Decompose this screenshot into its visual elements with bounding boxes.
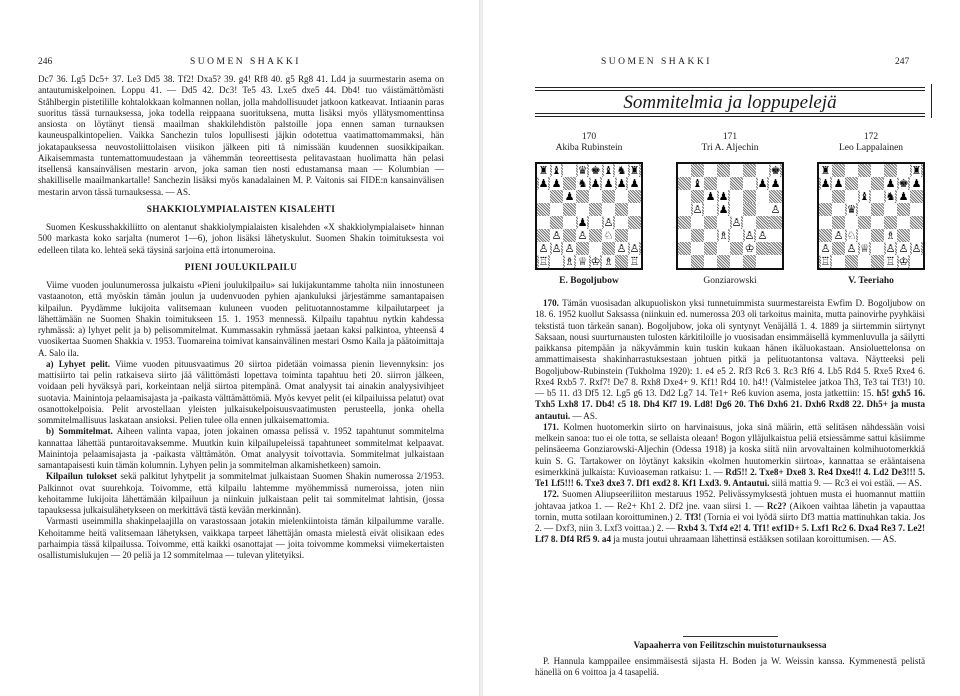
board-square: [769, 229, 782, 242]
board-square: [910, 255, 923, 268]
board-square: [615, 164, 628, 177]
chess-piece-icon: ♟: [911, 177, 922, 190]
board-square: [756, 203, 769, 216]
chess-piece-icon: ♟: [885, 177, 896, 190]
board-square: [602, 216, 615, 229]
chess-piece-icon: ♙: [692, 203, 703, 216]
board-square: [897, 164, 910, 177]
section-heading: PIENI JOULUKILPAILU: [184, 262, 298, 273]
board-square: [832, 177, 845, 190]
section-title: Sommitelmia ja loppupelejä: [623, 92, 837, 113]
right-page: [483, 0, 960, 696]
paragraph: Viime vuoden joulunumerossa julkaistu «Pieni joulukilpailu» sai lukijakuntamme taholta niin innostuneen vastaanoton, että myöskin tämän joulun ja uudenvuoden pyhien ajankuluksi järjestämme samantapaisen kilpailun. Pyydämme lukijoita valitsemaan kuluneen vuoden pelituotannostamme kilpailutarpeet ja lähettämään ne Suomen Shakin toimitukseen 15. 1. 1953 mennessä. Kilpailu tapahtuu nytkin kahdessa ryhmässä: a) lyhyet pelit ja b) pelisommitelmat. Kummassakin ryhmässä jaetaan kaksi palkintoa, yhteensä 4 vuosikertaa Suomen Shakkia v. 1953. Tuomareina toimivat kansainvälinen mestari Osmo Kaila ja päätoimittaja A. Salo ila.: [38, 280, 444, 358]
board-square: [897, 255, 910, 268]
board-square: [717, 255, 730, 268]
board-square: [717, 229, 730, 242]
board-square: [769, 216, 782, 229]
board-square: [819, 190, 832, 203]
chess-piece-icon: ♜: [538, 164, 549, 177]
board-square: [615, 242, 628, 255]
board-square: [628, 255, 641, 268]
board-square: [537, 255, 550, 268]
page-number-left: 246: [38, 57, 53, 67]
board-square: [691, 177, 704, 190]
diagram-composer: Tri A. Aljechin: [701, 143, 759, 153]
board-square: [832, 242, 845, 255]
board-square: [743, 229, 756, 242]
chess-piece-icon: ♙: [911, 242, 922, 255]
diagram-caption: [815, 132, 927, 153]
board-square: [615, 203, 628, 216]
board-square: [858, 203, 871, 216]
board-square: [769, 242, 782, 255]
board-square: [602, 203, 615, 216]
chess-piece-icon: ♗: [564, 255, 575, 268]
board-square: [550, 177, 563, 190]
board-square: [858, 255, 871, 268]
board-square: [615, 216, 628, 229]
board-square: [615, 229, 628, 242]
paragraph: Suomen Keskusshakkiliitto on alentanut shakkiolympialaisten kisalehden «X shakkiolympialaiset» hinnan 500 markasta koko sarjalta (numerot 1—6), johon lisäksi lähetyskulut. Suomen Shakin toimituksesta voi edelleen tilata ko. lehteä sekä täysinä sarjoina että irtonumeroina.: [38, 222, 444, 255]
board-square: [858, 164, 871, 177]
board-square: [678, 255, 691, 268]
board-square: [845, 203, 858, 216]
board-square: [704, 216, 717, 229]
board-square: [602, 190, 615, 203]
chess-piece-icon: ♙: [846, 242, 857, 255]
chess-piece-icon: ♙: [898, 242, 909, 255]
board-square: [897, 190, 910, 203]
board-square: [704, 164, 717, 177]
board-square: [897, 203, 910, 216]
chess-board: [817, 162, 925, 270]
diagram-number: 170: [581, 132, 597, 142]
board-square: [717, 190, 730, 203]
board-square: [897, 229, 910, 242]
board-square: [858, 177, 871, 190]
board-square: [756, 164, 769, 177]
board-square: [563, 190, 576, 203]
board-square: [897, 177, 910, 190]
chess-piece-icon: ♕: [577, 255, 588, 268]
board-square: [563, 242, 576, 255]
board-square: [730, 216, 743, 229]
board-square: [704, 190, 717, 203]
board-square: [537, 216, 550, 229]
left-body-text: [38, 74, 444, 561]
board-square: [910, 242, 923, 255]
board-square: [704, 203, 717, 216]
chess-piece-icon: ♟: [590, 177, 601, 190]
board-square: [743, 164, 756, 177]
chess-piece-icon: ♝: [859, 190, 870, 203]
board-square: [769, 164, 782, 177]
board-square: [871, 177, 884, 190]
board-square: [550, 164, 563, 177]
board-square: [884, 255, 897, 268]
board-square: [897, 242, 910, 255]
board-square: [628, 190, 641, 203]
section-heading: SHAKKIOLYMPIALAISTEN KISALEHTI: [146, 204, 336, 215]
board-square: [819, 203, 832, 216]
board-square: [730, 203, 743, 216]
chess-piece-icon: ♛: [577, 164, 588, 177]
chess-piece-icon: ♟: [833, 177, 844, 190]
board-square: [743, 203, 756, 216]
running-head-right: SUOMEN SHAKKI: [601, 57, 712, 67]
paragraph: 172. Suomen Aliupseeriliiton mestaruus 1952. Pelivässymyksestä johtuen musta ei huomannut mattiin johtavaa jatkoa 1. — Re2+ Kh1 2. Df2 jne. vaan siirsi 1. — Rc2? (Aikoen vaihtaa lähetin ja vapauttaa tornin, mutta sotilaan koroittuminen.) 2. Tf3! (Tornia ei voi lyödä siirto Df3 mattia mattinuhkan takia. Jos 2. — Dxf3, niin 3. Lxf3 voittaa.) 2. — Rxb4 3. Txf4 e2! 4. Tf1! exf1D+ 5. Lxf1 Rc2 6. Dxa4 Re3 7. Le2! Lf7 8. Df4 Rf5 9. a4 ja musta joutui uhraamaan lähettinsä estääksen sotilaan koroittumisen. — AS.: [535, 489, 925, 545]
board-square: [589, 164, 602, 177]
board-square: [832, 229, 845, 242]
board-square: [884, 242, 897, 255]
board-square: [678, 190, 691, 203]
board-square: [602, 177, 615, 190]
chess-piece-icon: ♙: [744, 229, 755, 242]
board-square: [704, 177, 717, 190]
diagram-composer: Leo Lappalainen: [838, 143, 904, 153]
diagram-player: V. Teeriaho: [848, 276, 894, 286]
board-square: [819, 164, 832, 177]
board-square: [730, 242, 743, 255]
board-square: [717, 203, 730, 216]
chess-piece-icon: ♟: [705, 190, 716, 203]
board-square: [743, 177, 756, 190]
board-square: [884, 190, 897, 203]
chess-board: [676, 162, 784, 270]
board-square: [576, 216, 589, 229]
board-square: [615, 190, 628, 203]
board-square: [589, 242, 602, 255]
running-head-left: SUOMEN SHAKKI: [190, 57, 301, 67]
board-square: [537, 177, 550, 190]
board-square: [871, 190, 884, 203]
board-square: [819, 242, 832, 255]
chess-board: [535, 162, 643, 270]
chess-piece-icon: ♕: [859, 242, 870, 255]
board-square: [756, 255, 769, 268]
board-square: [743, 216, 756, 229]
board-square: [691, 190, 704, 203]
board-square: [730, 229, 743, 242]
separator-rule: [683, 636, 778, 637]
chess-piece-icon: ♟: [538, 177, 549, 190]
board-square: [563, 164, 576, 177]
paragraph: a) Lyhyet pelit. Viime vuoden pituusvaatimus 20 siirtoa pidetään voimassa pienin lievennyksin: jos mattisiirto tai pelin ratkaiseva siirto jää välittömästi lopettava toiminta tapahtuu heti 20. siirron jälkeen, voidaan peli hyväksyä pari, korkeintaan neljä siirtoa pitempänä. Omat analyysit tai ainakin analyysivihjeet suotavia. Mainintoja pelaamisajasta ja -paikasta välttämättömiä. Myös kevyet pelit (ei kilpailuissa pelatut) ovat osanottokelpoisia. Pelit arvostellaan yleisten julkaisukelpoisuusvaatimusten perusteella, jonka ohella sommitelmallisuus laskataan ansioksi. Pelien tulee olla ennen julkaisemattomia.: [38, 358, 444, 425]
chess-piece-icon: ♘: [603, 229, 614, 242]
board-square: [845, 229, 858, 242]
board-square: [550, 229, 563, 242]
diagram-caption: [533, 132, 645, 153]
board-square: [678, 229, 691, 242]
board-square: [910, 229, 923, 242]
board-square: [576, 190, 589, 203]
diagram-number: 171: [722, 132, 738, 142]
diagram-player: E. Bogoljubow: [559, 276, 619, 286]
chess-piece-icon: ♟: [718, 190, 729, 203]
board-square: [884, 229, 897, 242]
board-square: [845, 177, 858, 190]
board-square: [858, 216, 871, 229]
board-square: [871, 255, 884, 268]
board-square: [717, 216, 730, 229]
board-square: [845, 242, 858, 255]
chess-piece-icon: ♙: [770, 203, 781, 216]
board-square: [832, 203, 845, 216]
chess-piece-icon: ♝: [692, 177, 703, 190]
chess-piece-icon: ♟: [757, 177, 768, 190]
chess-piece-icon: ♟: [616, 177, 627, 190]
board-square: [691, 203, 704, 216]
chess-piece-icon: ♔: [590, 255, 601, 268]
chess-piece-icon: ♝: [551, 164, 562, 177]
board-square: [756, 177, 769, 190]
board-square: [730, 255, 743, 268]
board-square: [628, 216, 641, 229]
board-square: [589, 190, 602, 203]
board-square: [756, 242, 769, 255]
board-square: [602, 242, 615, 255]
board-square: [602, 255, 615, 268]
board-square: [602, 164, 615, 177]
board-square: [832, 255, 845, 268]
board-square: [602, 229, 615, 242]
diagram-caption: [674, 132, 786, 153]
diagram-player: Gonziarowski: [703, 276, 757, 286]
board-square: [832, 190, 845, 203]
chess-piece-icon: ♗: [718, 229, 729, 242]
board-square: [743, 242, 756, 255]
chess-piece-icon: ♞: [616, 164, 627, 177]
chess-piece-icon: ♖: [629, 255, 640, 268]
board-square: [615, 255, 628, 268]
board-square: [563, 177, 576, 190]
board-square: [628, 229, 641, 242]
board-square: [691, 255, 704, 268]
board-square: [704, 255, 717, 268]
board-square: [910, 190, 923, 203]
chess-piece-icon: ♜: [629, 164, 640, 177]
chess-piece-icon: ♛: [846, 203, 857, 216]
board-square: [871, 203, 884, 216]
board-square: [576, 242, 589, 255]
diagram-composer: Akiba Rubinstein: [555, 143, 623, 153]
board-square: [871, 229, 884, 242]
board-square: [589, 255, 602, 268]
chess-piece-icon: ♙: [551, 242, 562, 255]
chess-piece-icon: ♖: [538, 255, 549, 268]
board-square: [730, 177, 743, 190]
board-square: [550, 216, 563, 229]
board-square: [704, 229, 717, 242]
board-square: [884, 216, 897, 229]
board-square: [819, 216, 832, 229]
board-square: [563, 255, 576, 268]
board-square: [589, 229, 602, 242]
board-square: [550, 203, 563, 216]
board-square: [756, 216, 769, 229]
board-square: [589, 177, 602, 190]
board-square: [678, 216, 691, 229]
board-square: [589, 216, 602, 229]
board-square: [576, 229, 589, 242]
board-square: [717, 177, 730, 190]
paragraph: Kilpailun tulokset sekä palkitut lyhytpelit ja sommitelmat julkaistaan Suomen Shakin numerossa 2/1953. Palkinnot ovat suurehkoja. Toivomme, että kilpailu lahtemme myöhemmissä numeroissa, joten niin kehoitamme lukijoita lähettämään kilpailuun ja niinkuin julkaistaan pelit tai sommitelmat lahtisin, (jossa tapauksessa julkaisulähetykseen on merkittävä tästä kevään merkinnän).: [38, 471, 444, 515]
chess-piece-icon: ♜: [820, 164, 831, 177]
chess-piece-icon: ♟: [551, 177, 562, 190]
board-square: [845, 216, 858, 229]
section-title-box: [535, 87, 925, 117]
page-number-right: 247: [895, 57, 910, 67]
chess-piece-icon: ♗: [603, 255, 614, 268]
board-square: [871, 242, 884, 255]
board-square: [563, 216, 576, 229]
margin-rule: [931, 84, 932, 118]
board-square: [819, 255, 832, 268]
board-square: [628, 203, 641, 216]
board-square: [589, 203, 602, 216]
board-square: [563, 229, 576, 242]
board-square: [678, 242, 691, 255]
chess-piece-icon: ♞: [885, 190, 896, 203]
board-square: [537, 242, 550, 255]
board-square: [576, 255, 589, 268]
diagram-number: 172: [863, 132, 879, 142]
board-square: [884, 164, 897, 177]
chess-piece-icon: ♜: [911, 164, 922, 177]
chess-piece-icon: ♙: [833, 229, 844, 242]
chess-piece-icon: ♖: [885, 255, 896, 268]
board-square: [756, 190, 769, 203]
board-square: [550, 242, 563, 255]
chess-piece-icon: ♙: [577, 229, 588, 242]
board-square: [871, 164, 884, 177]
paragraph: 171. Kolmen huotomerkin siirto on harvinaisuus, joka sinä määrin, että selitäsen nähdessään voisi melkein sanoa: tuo ei ole totta, se sellaista oleaan! Bogon ylläjulkaistua peliä etsiessämme sattui käsiimme pelinsäeema Gonziarowski-Aljechin (Odessa 1918) ja koska siitä niin arvovaltainen kolmihuotomerkkiä kuin S. G. Tartakower on löytänyt kaksikin «kolmen huutomerkin siirtoa», kannattaa se erääntaisena esimerkkinä julkaista: Kuvioaseman ratkaisu: 1. — Rd5!! 2. Txe8+ Dxe8 3. Re4 Dxe4!! 4. Ld2 De3!!! 5. Te1 Lf5!!! 6. Txe3 dxe3 7. Df1 exd2 8. Kf1 Lxd3. 9. Antautui. siilä mattia 9. — Rc3 ei voi estää. — AS.: [535, 421, 925, 488]
board-square: [845, 190, 858, 203]
board-square: [910, 177, 923, 190]
board-square: [897, 216, 910, 229]
final-paragraph: P. Hannula kamppailee ensimmäisestä sijasta H. Boden ja W. Weissin kanssa. Kymmenestä pelistä hänellä on 6 voittoa ja 4 tasapeliä.: [535, 656, 925, 678]
right-body-text: [535, 298, 925, 546]
board-square: [615, 177, 628, 190]
board-square: [717, 164, 730, 177]
board-square: [769, 203, 782, 216]
chess-piece-icon: ♘: [846, 229, 857, 242]
chess-piece-icon: ♙: [629, 242, 640, 255]
chess-piece-icon: ♞: [577, 177, 588, 190]
paragraph: b) Sommitelmat. Aiheen valinta vapaa, joten jokainen omassa pelissä v. 1952 tapahtunut sommitelma kannattaa lähettää puntaroitavaksemme. Muutkin kuin kilpailupeleissä tapahtuneet sommitelmat kelpaavat. Mainintoja pelaamisajasta ja -paikasta välttämätön. Omat analyysit toivottavia. Sommitelmat julkaistaan samantapaisesti kuin tämän kolumnin. Lyhyen pelin ja sommitelman alkamishetkeen) samoin.: [38, 426, 444, 470]
chess-piece-icon: ♔: [898, 255, 909, 268]
board-square: [563, 203, 576, 216]
board-square: [537, 203, 550, 216]
board-square: [832, 216, 845, 229]
board-square: [858, 242, 871, 255]
board-square: [858, 190, 871, 203]
board-square: [832, 164, 845, 177]
board-square: [691, 229, 704, 242]
paragraph: Varmasti useimmilla shakinpelaajilla on varastossaan jotakin mielenkiintoista tämän kilpailumme varalle. Kehoitamme heitä valitsemaan lähetyksen, vaikkapa tarpeet lähettäjän omasta mielestä eivät olisikaan edes parhaimpia tässä kilpailussa. Toivomme, että kaikki osanottajat — joita toivomme kommeksi viimekertaisten osallistumislukujen — 20 peliä ja 12 sommitelmaa — tulevan ylitetyiksi.: [38, 516, 444, 560]
final-heading: Vapaaherra von Feilitzschin muistoturnauksessa: [633, 641, 827, 651]
chess-piece-icon: ♙: [551, 229, 562, 242]
board-square: [845, 164, 858, 177]
board-square: [910, 216, 923, 229]
board-square: [691, 216, 704, 229]
chess-piece-icon: ♟: [718, 203, 729, 216]
chess-piece-icon: ♟: [577, 216, 588, 229]
board-square: [678, 177, 691, 190]
chess-piece-icon: ♔: [744, 242, 755, 255]
board-square: [743, 190, 756, 203]
board-square: [730, 164, 743, 177]
paragraph: Dc7 36. Lg5 Dc5+ 37. Le3 Dd5 38. Tf2! Dxa5? 39. g4! Rf8 40. g5 Rg8 41. Ld4 ja suurmestarin asema on antautumiskelpoinen. Loppu 41. — Dd5 42. Dc3! Te5 43. Lxe5 dxe5 44. Db4! tuo väistämättömästi Ståhlbergin pistetilille kohtalokkaan kolmannen nollan, jolla mahdollisuudet jatkoon katkeavat. Intiaanin paras suoritus tässä turnauksessa, joka todella reippaana suorituksena, mutta lisäksi myös yllätysmomenttinsa ansiosta on löytänyt tiensä maailman shakkilehdistön palstoille jopa ennen saman turnauksen kauneuspalkintopelien. Vaikka Sanchezin tulos lopullisesti jäjkin odotettua vaatimattomammaksi, hän jokatapauksessa neuvostoliittolaisen viisikon jälkeen piti tä nimissään kuudennen suosikkipaikan. Aikaisemmasta tuntemattomuudestaan ja vähemmän teoreettisesta pelitavastaan huolimatta hän pelasi itsellensä kansainvälisen mestarin arvon, joka saman tien nosti edustamansa maan — Kolumbian — shakilliselle maailmankartalle! Sanchezin lisäksi myös kanadalainen M. P. Vaitonis sai FIDE:n kansainvälisen mestarin arvon tässä turnauksessa. — AS.: [38, 74, 444, 197]
chess-piece-icon: ♙: [885, 242, 896, 255]
board-square: [704, 242, 717, 255]
board-square: [576, 164, 589, 177]
board-square: [756, 229, 769, 242]
board-square: [678, 164, 691, 177]
board-square: [537, 229, 550, 242]
board-square: [819, 177, 832, 190]
board-square: [678, 203, 691, 216]
chess-piece-icon: ♙: [603, 216, 614, 229]
chess-piece-icon: ♙: [731, 216, 742, 229]
chess-piece-icon: ♟: [629, 177, 640, 190]
board-square: [769, 190, 782, 203]
board-square: [845, 255, 858, 268]
chess-piece-icon: ♟: [898, 190, 909, 203]
chess-piece-icon: ♝: [603, 164, 614, 177]
chess-piece-icon: ♙: [538, 242, 549, 255]
board-square: [537, 190, 550, 203]
chess-piece-icon: ♗: [885, 229, 896, 242]
board-square: [691, 164, 704, 177]
chess-piece-icon: ♙: [757, 229, 768, 242]
board-square: [628, 242, 641, 255]
board-square: [576, 203, 589, 216]
paragraph: 170. Tämän vuosisadan alkupuoliskon yksi tunnetuimmista suurmestareista Ewfim D. Bogoljubow on 18. 6. 1952 kuollut Saksassa (niinkuin ed. numerossa 203 oli tarkoitus mainita, mutta painovirhe pyyhkäisi tekstistä tuon tärkeän sanan). Bogoljubow, joka oli syntynyt Venäjällä 1. 4. 1889 ja siirtemmin siirtynyt Saksaan, nousi suurturnausten tulosten kärkitiloille jo vuosisadan ensimmäisellä kymmenluvulla ja säilytti paikkansa pitempään ja näkyvämmin kuin tuskin kukaan hänen ikäluokastaan. Ansioluettelonsa on ammattimaisesta shakinharrastuksestaan johtuen pitkä ja pelituotantonsa valtava. Näytteeksi peli Bogoljubow-Rubinstein (Tukholma 1920): 1. e4 e5 2. Rf3 Rc6 3. Rc3 Rf6 4. Lb5 Rd4 5. Rxe5 Rxe4 6. Rxe4 Rxb5 7. Rxf7! De7 8. Rxh8 Dxe4+ 9. Kf1! Rd4 10. h4!! (Valmistelee jatkoa Th3, Te3 tai Tf3!) 10. — b5 11. d3 Df5 12. Lg5 g6 13. Dd2 Lg7 14. Te1+ Re6 kuvion asema, josta jatkettiin: 15. h5! gxh5 16. Txh5 Lxh8 17. Db4! c5 18. Dh4 Kf7 19. Ld8! Dg6 20. Th6 Dxh6 21. Dxh6 Rxd8 22. Dh5+ ja musta antautui. — AS.: [535, 298, 925, 421]
chess-piece-icon: ♟: [770, 177, 781, 190]
chess-piece-icon: ♚: [898, 177, 909, 190]
board-square: [884, 177, 897, 190]
board-square: [628, 177, 641, 190]
board-square: [910, 203, 923, 216]
chess-piece-icon: ♟: [603, 177, 614, 190]
chess-piece-icon: ♚: [770, 164, 781, 177]
chess-piece-icon: ♙: [564, 242, 575, 255]
board-square: [576, 177, 589, 190]
board-square: [743, 255, 756, 268]
board-square: [884, 203, 897, 216]
chess-piece-icon: ♙: [820, 242, 831, 255]
board-square: [910, 164, 923, 177]
board-square: [730, 190, 743, 203]
board-square: [717, 242, 730, 255]
chess-piece-icon: ♟: [564, 190, 575, 203]
board-square: [691, 242, 704, 255]
board-square: [871, 216, 884, 229]
chess-piece-icon: ♙: [616, 242, 627, 255]
board-square: [537, 164, 550, 177]
board-square: [628, 164, 641, 177]
board-square: [769, 177, 782, 190]
chess-piece-icon: ♚: [590, 164, 601, 177]
board-square: [550, 255, 563, 268]
chess-piece-icon: ♟: [820, 177, 831, 190]
board-square: [550, 190, 563, 203]
chess-piece-icon: ♖: [820, 255, 831, 268]
board-square: [858, 229, 871, 242]
board-square: [819, 229, 832, 242]
